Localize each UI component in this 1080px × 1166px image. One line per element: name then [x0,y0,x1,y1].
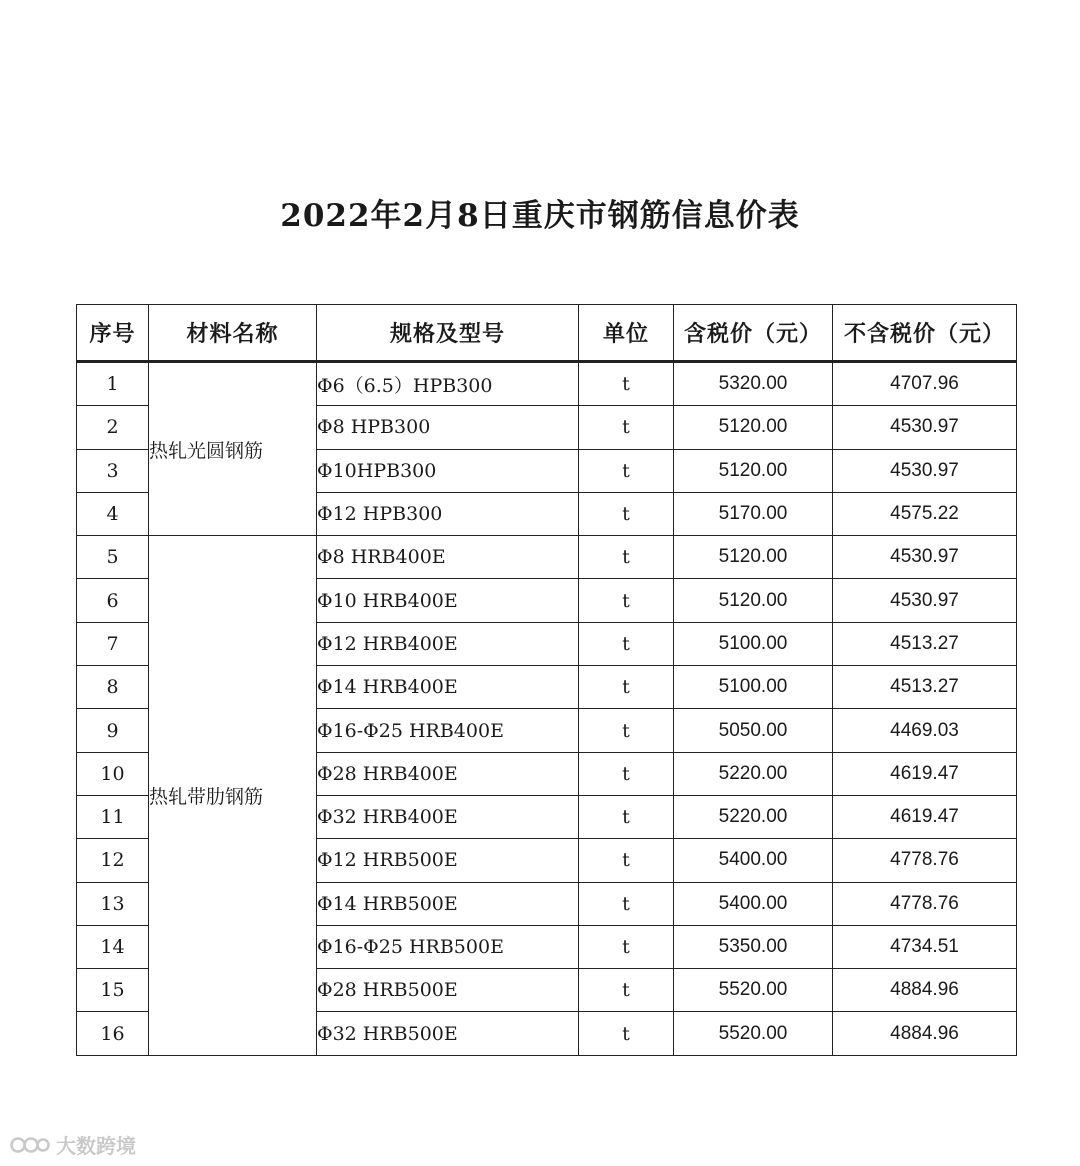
row-price-without-tax: 4619.47 [833,795,1017,838]
header-unit: 单位 [579,305,674,362]
row-index: 1 [77,362,149,406]
material-name: 热轧光圆钢筋 [149,362,317,536]
row-price-with-tax: 5120.00 [674,449,833,492]
row-price-without-tax: 4884.96 [833,1012,1017,1055]
row-spec: Φ14 HRB400E [317,666,579,709]
row-index: 7 [77,622,149,665]
row-index: 9 [77,709,149,752]
row-unit: t [579,536,674,579]
row-unit: t [579,1012,674,1055]
row-spec: Φ10HPB300 [317,449,579,492]
row-index: 5 [77,536,149,579]
watermark [10,1130,136,1159]
row-index: 10 [77,752,149,795]
row-price-without-tax: 4778.76 [833,882,1017,925]
row-price-with-tax: 5050.00 [674,709,833,752]
row-price-with-tax: 5520.00 [674,969,833,1012]
row-index: 16 [77,1012,149,1055]
row-unit: t [579,839,674,882]
row-spec: Φ28 HRB400E [317,752,579,795]
page-title: 2022年2月8日重庆市钢筋信息价表 [280,198,800,234]
row-index: 12 [77,839,149,882]
row-price-without-tax: 4707.96 [833,362,1017,406]
row-price-without-tax: 4619.47 [833,752,1017,795]
row-price-with-tax: 5120.00 [674,536,833,579]
row-price-with-tax: 5170.00 [674,492,833,535]
header-material-name: 材料名称 [149,305,317,362]
row-price-without-tax: 4530.97 [833,579,1017,622]
row-price-without-tax: 4734.51 [833,925,1017,968]
row-price-with-tax: 5400.00 [674,882,833,925]
price-table [76,304,1017,1056]
row-price-with-tax: 5520.00 [674,1012,833,1055]
table-row [77,536,1017,579]
row-price-with-tax: 5220.00 [674,752,833,795]
watermark-text: 大数跨境 [56,1134,136,1158]
row-index: 13 [77,882,149,925]
row-index: 4 [77,492,149,535]
row-price-without-tax: 4530.97 [833,536,1017,579]
row-spec: Φ8 HPB300 [317,406,579,449]
row-spec: Φ32 HRB500E [317,1012,579,1055]
row-index: 3 [77,449,149,492]
row-price-with-tax: 5100.00 [674,622,833,665]
row-spec: Φ8 HRB400E [317,536,579,579]
row-price-without-tax: 4513.27 [833,666,1017,709]
row-spec: Φ10 HRB400E [317,579,579,622]
row-spec: Φ14 HRB500E [317,882,579,925]
row-price-without-tax: 4778.76 [833,839,1017,882]
table-body [77,362,1017,1056]
row-price-with-tax: 5120.00 [674,579,833,622]
row-index: 14 [77,925,149,968]
row-spec: Φ16-Φ25 HRB500E [317,925,579,968]
row-unit: t [579,969,674,1012]
row-index: 15 [77,969,149,1012]
row-spec: Φ12 HPB300 [317,492,579,535]
row-price-without-tax: 4469.03 [833,709,1017,752]
row-price-without-tax: 4530.97 [833,406,1017,449]
row-unit: t [579,925,674,968]
row-unit: t [579,709,674,752]
row-price-with-tax: 5400.00 [674,839,833,882]
row-unit: t [579,406,674,449]
row-unit: t [579,795,674,838]
row-price-without-tax: 4530.97 [833,449,1017,492]
material-name: 热轧带肋钢筋 [149,536,317,1056]
row-price-without-tax: 4884.96 [833,969,1017,1012]
row-unit: t [579,752,674,795]
row-price-with-tax: 5220.00 [674,795,833,838]
header-price-without-tax: 不含税价（元） [833,305,1017,362]
row-unit: t [579,622,674,665]
row-index: 8 [77,666,149,709]
row-price-without-tax: 4513.27 [833,622,1017,665]
row-unit: t [579,579,674,622]
row-spec: Φ28 HRB500E [317,969,579,1012]
row-index: 11 [77,795,149,838]
header-spec: 规格及型号 [317,305,579,362]
row-spec: Φ6（6.5）HPB300 [317,362,579,406]
row-price-with-tax: 5100.00 [674,666,833,709]
row-spec: Φ12 HRB500E [317,839,579,882]
row-price-with-tax: 5350.00 [674,925,833,968]
table-header-row [77,305,1017,362]
row-index: 6 [77,579,149,622]
table-row [77,362,1017,406]
row-unit: t [579,362,674,406]
row-spec: Φ32 HRB400E [317,795,579,838]
row-price-with-tax: 5120.00 [674,406,833,449]
row-unit: t [579,882,674,925]
row-price-without-tax: 4575.22 [833,492,1017,535]
header-index: 序号 [77,305,149,362]
row-unit: t [579,449,674,492]
header-price-with-tax: 含税价（元） [674,305,833,362]
row-unit: t [579,666,674,709]
brand-logo-icon [10,1133,50,1157]
row-spec: Φ16-Φ25 HRB400E [317,709,579,752]
row-index: 2 [77,406,149,449]
row-spec: Φ12 HRB400E [317,622,579,665]
row-unit: t [579,492,674,535]
row-price-with-tax: 5320.00 [674,362,833,406]
